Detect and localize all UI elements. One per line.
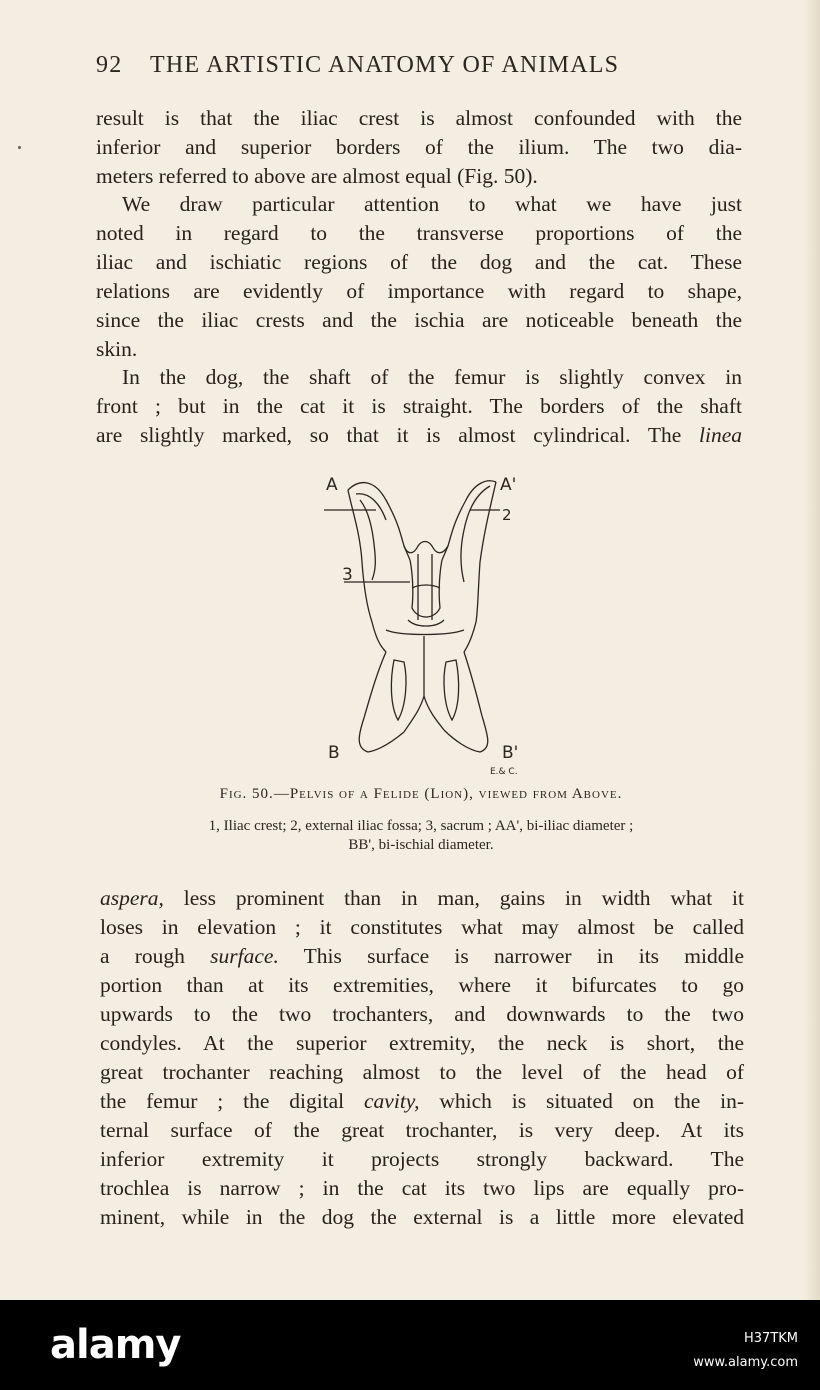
text-line: iliac and ischiatic regions of the dog and the cat. These [96, 250, 742, 274]
label-a-prime: A' [500, 475, 517, 495]
running-title: THE ARTISTIC ANATOMY OF ANIMALS [150, 52, 620, 78]
text-line: since the iliac crests and the ischia are noticeable beneath the [96, 308, 742, 332]
text-line: trochlea is narrow ; in the cat its two lips are equally pro- [100, 1176, 744, 1200]
text-line-mixed [100, 942, 744, 971]
page-number: 92 [96, 52, 123, 78]
text-span: the femur ; the digital [100, 1089, 365, 1113]
text-line: inferior and superior borders of the ilium. The two dia- [96, 135, 742, 159]
text-line: We draw particular attention to what we have just [122, 192, 742, 216]
alamy-logo: alamy [50, 1322, 181, 1368]
figure-title: —Pelvis of a Felide (Lion), viewed from Above. [273, 786, 623, 802]
legend-line: 1, Iliac crest; 2, external iliac fossa; 3, sacrum ; AA', bi-iliac diameter ; [208, 818, 634, 834]
label-2: 2 [502, 506, 512, 524]
label-a: A [326, 475, 338, 495]
italic-term: surface. [210, 944, 279, 968]
text-line: front ; but in the cat it is straight. The borders of the shaft [96, 394, 742, 418]
paragraph-1 [96, 104, 742, 191]
figure-caption [96, 786, 746, 803]
text-line: minent, while in the dog the external is a little more elevated [100, 1205, 744, 1229]
pelvis-drawing [320, 470, 530, 780]
text-line: meters referred to above are almost equal (Fig. 50). [96, 164, 538, 188]
text-line: relations are evidently of importance with regard to shape, [96, 279, 742, 303]
text-line-mixed [100, 884, 744, 913]
text-span: a rough [100, 944, 211, 968]
text-line: inferior extremity it projects strongly backward. The [100, 1147, 744, 1171]
figure-number: Fig. 50. [219, 786, 274, 802]
figure-legend [96, 817, 746, 855]
text-line: condyles. At the superior extremity, the neck is short, the [100, 1031, 744, 1055]
paragraph-4 [100, 884, 744, 1232]
text-line: result is that the iliac crest is almost confounded with the [96, 106, 742, 130]
engraver-signature: E.& C. [490, 767, 518, 777]
text-line: skin. [96, 337, 138, 361]
running-header [96, 52, 746, 86]
text-line: portion than at its extremities, where it bifurcates to go [100, 973, 744, 997]
image-id: H37TKM [744, 1331, 798, 1346]
stock-id-block [693, 1327, 798, 1375]
italic-term: cavity, [364, 1089, 420, 1113]
text-span: less prominent than in man, gains in width what it [163, 886, 744, 910]
text-line-mixed [96, 421, 742, 450]
text-line: upwards to the two trochanters, and downwards to the two [100, 1002, 744, 1026]
text-line: loses in elevation ; it constitutes what may almost be called [100, 915, 744, 939]
text-line-mixed [100, 1087, 744, 1116]
label-3: 3 [342, 565, 353, 585]
legend-line: BB', bi-ischial diameter. [348, 837, 494, 853]
paragraph-2 [96, 190, 742, 364]
italic-term: linea [699, 423, 743, 447]
page-speck [18, 146, 21, 149]
site-url: www.alamy.com [693, 1355, 798, 1370]
italic-term: aspera, [100, 886, 164, 910]
text-line: noted in regard to the transverse proportions of the [96, 221, 742, 245]
text-span: are slightly marked, so that it is almost cylindrical. The [96, 423, 682, 447]
paragraph-3 [96, 363, 742, 450]
pelvis-figure [320, 470, 530, 780]
label-b: B [328, 743, 340, 763]
text-line: ternal surface of the great trochanter, is very deep. At its [100, 1118, 744, 1142]
text-line: great trochanter reaching almost to the level of the head of [100, 1060, 744, 1084]
text-span: This surface is narrower in its middle [278, 944, 744, 968]
text-line: In the dog, the shaft of the femur is slightly convex in [122, 365, 742, 389]
label-b-prime: B' [502, 743, 519, 763]
text-span: which is situated on the in- [419, 1089, 745, 1113]
